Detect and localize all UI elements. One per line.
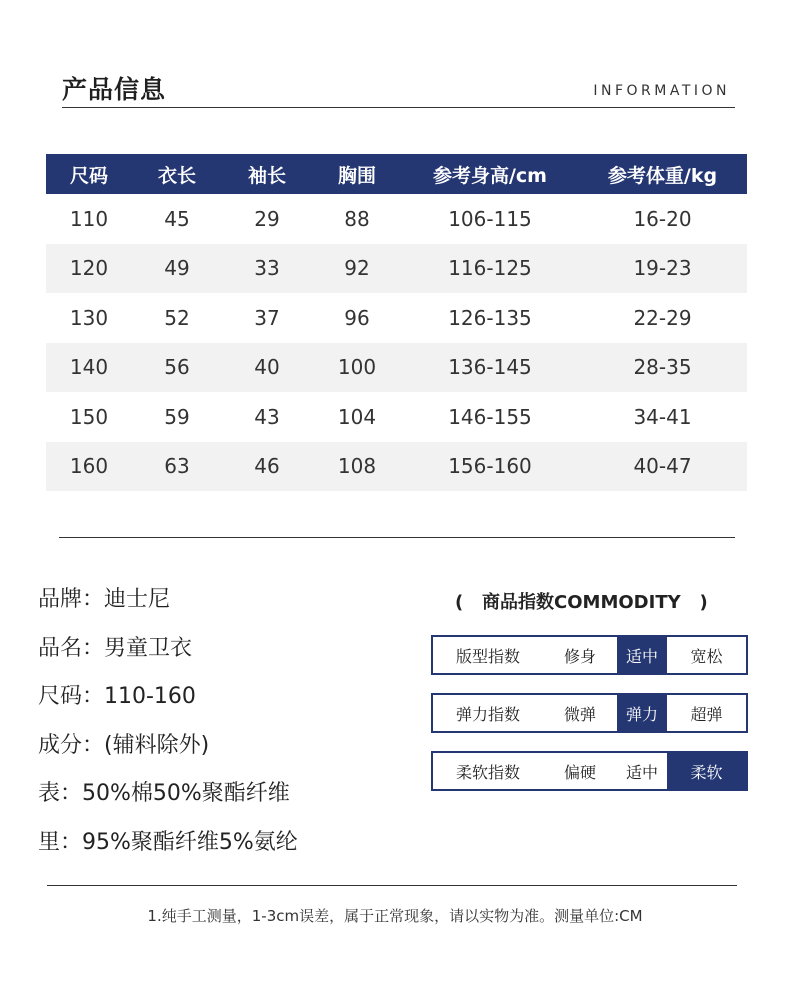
table-cell: 40 <box>254 355 280 380</box>
table-row <box>46 194 747 244</box>
table-cell: 37 <box>254 305 280 330</box>
table-cell: 156-160 <box>448 454 532 479</box>
commodity-index-row <box>431 635 748 675</box>
commodity-title-text: 商品指数COMMODITY <box>482 592 681 613</box>
info-brand: 品牌：迪士尼 <box>38 587 171 612</box>
table-header-cell: 参考体重/kg <box>607 164 718 187</box>
index-label: 版型指数 <box>455 646 520 666</box>
table-cell: 120 <box>69 256 109 281</box>
header-divider <box>62 107 735 108</box>
table-cell: 22-29 <box>633 305 692 330</box>
table-cell: 63 <box>164 454 190 479</box>
table-cell: 46 <box>254 454 280 479</box>
index-option: 超弹 <box>690 704 723 724</box>
table-cell: 45 <box>164 206 190 231</box>
table-cell: 52 <box>164 305 190 330</box>
index-option: 修身 <box>563 646 596 666</box>
page-title: 产品信息 <box>62 75 167 104</box>
table-header-row <box>46 154 747 194</box>
table-cell: 19-23 <box>633 256 692 281</box>
table-row <box>46 392 747 442</box>
table-cell: 130 <box>69 305 109 330</box>
table-cell: 160 <box>69 454 109 479</box>
table-row <box>46 293 747 343</box>
table-cell: 92 <box>344 256 370 281</box>
table-row <box>46 343 747 393</box>
table-cell: 146-155 <box>448 404 532 429</box>
table-cell: 33 <box>254 256 280 281</box>
table-header-cell: 袖长 <box>247 164 286 187</box>
table-cell: 16-20 <box>633 206 692 231</box>
index-option-selected: 适中 <box>617 637 667 673</box>
table-divider <box>59 537 735 538</box>
info-size: 尺码：110-160 <box>38 684 196 709</box>
product-info-list <box>38 582 298 873</box>
page-subtitle: INFORMATION <box>593 83 730 99</box>
table-cell: 136-145 <box>448 355 532 380</box>
table-cell: 104 <box>337 404 377 429</box>
table-cell: 150 <box>69 404 109 429</box>
table-cell: 108 <box>337 454 377 479</box>
table-row <box>46 442 747 492</box>
index-option: 适中 <box>625 762 658 782</box>
close-paren: ) <box>699 592 708 613</box>
info-product-name: 品名：男童卫衣 <box>38 635 193 661</box>
table-header-cell: 尺码 <box>69 164 108 187</box>
table-cell: 110 <box>69 206 109 231</box>
table-cell: 49 <box>164 256 190 281</box>
table-body <box>46 194 747 491</box>
index-option: 微弹 <box>563 704 596 724</box>
index-option-selected: 弹力 <box>617 695 667 731</box>
table-cell: 100 <box>337 355 377 380</box>
table-cell: 59 <box>164 404 190 429</box>
table-header-cell: 衣长 <box>157 164 196 187</box>
table-cell: 126-135 <box>448 305 532 330</box>
table-header-cell: 参考身高/cm <box>432 164 547 187</box>
table-cell: 106-115 <box>448 206 532 231</box>
table-cell: 56 <box>164 355 190 380</box>
table-cell: 140 <box>69 355 109 380</box>
size-table <box>46 154 747 491</box>
table-cell: 96 <box>344 305 370 330</box>
table-cell: 40-47 <box>633 454 692 479</box>
table-row <box>46 244 747 294</box>
index-option-selected: 柔软 <box>667 753 746 789</box>
open-paren: ( <box>455 592 464 613</box>
commodity-title <box>455 588 708 614</box>
index-label: 弹力指数 <box>455 704 520 724</box>
index-label: 柔软指数 <box>455 762 520 782</box>
table-cell: 43 <box>254 404 280 429</box>
footer-divider <box>47 885 737 886</box>
table-cell: 116-125 <box>448 256 532 281</box>
index-option: 偏硬 <box>563 762 596 782</box>
footer-note: 1.纯手工测量，1-3cm误差，属于正常现象，请以实物为准。测量单位:CM <box>147 907 643 925</box>
info-lining: 里：95%聚酯纤维5%氨纶 <box>38 829 298 855</box>
info-outer: 表：50%棉50%聚酯纤维 <box>38 781 290 806</box>
commodity-index-row <box>431 751 748 791</box>
info-composition: 成分：(辅料除外) <box>38 732 210 758</box>
commodity-index-row <box>431 693 748 733</box>
table-cell: 28-35 <box>633 355 692 380</box>
table-cell: 34-41 <box>633 404 692 429</box>
table-header-cell: 胸围 <box>337 164 376 187</box>
table-cell: 88 <box>344 206 370 231</box>
table-cell: 29 <box>254 206 280 231</box>
index-option: 宽松 <box>690 646 723 666</box>
